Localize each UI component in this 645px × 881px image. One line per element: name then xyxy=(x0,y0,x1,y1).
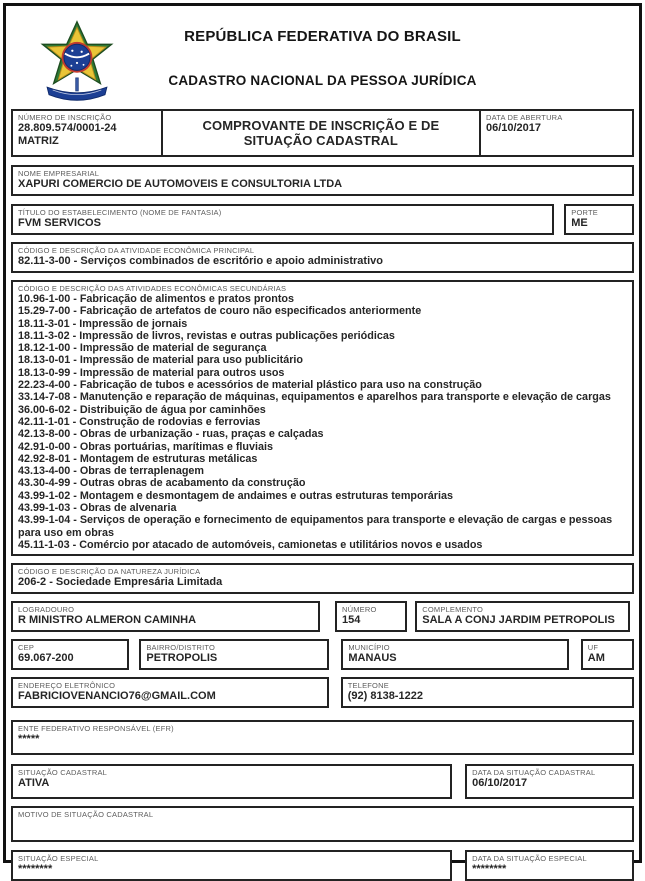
field-label: NÚMERO xyxy=(342,605,377,615)
field-label: MOTIVO DE SITUAÇÃO CADASTRAL xyxy=(18,810,154,820)
activity-item: 22.23-4-00 - Fabricação de tubos e acessórios de material plástico para uso na construção xyxy=(18,379,482,392)
field-atividade-principal xyxy=(11,242,634,273)
activity-item: 42.91-0-00 - Obras portuárias, marítimas e fluviais xyxy=(18,440,274,453)
activity-item: 42.92-8-01 - Montagem de estruturas metálicas xyxy=(18,452,258,465)
document-header xyxy=(11,10,634,107)
certificate-title-cell xyxy=(163,111,481,155)
municipio-value: MANAUS xyxy=(348,652,397,665)
field-label: COMPLEMENTO xyxy=(422,605,484,615)
porte-value: ME xyxy=(571,217,588,229)
field-label: CEP xyxy=(18,643,35,653)
data-abertura-value: 06/10/2017 xyxy=(485,122,542,134)
field-label: NOME EMPRESARIAL xyxy=(18,169,100,178)
registry-title: CADASTRO NACIONAL DA PESSOA JURÍDICA xyxy=(168,73,477,88)
field-natureza-juridica xyxy=(11,563,634,594)
field-label: DATA DE ABERTURA xyxy=(485,113,563,122)
field-nome-fantasia xyxy=(11,204,554,235)
field-municipio xyxy=(341,639,568,670)
field-complemento xyxy=(415,601,630,632)
field-label: SITUAÇÃO CADASTRAL xyxy=(18,768,108,778)
endereco-eletronico-value: FABRICIOVENANCIO76@GMAIL.COM xyxy=(18,690,216,703)
field-label: DATA DA SITUAÇÃO CADASTRAL xyxy=(472,768,596,778)
field-label: CÓDIGO E DESCRIÇÃO DA ATIVIDADE ECONÔMICA PRINCIPAL xyxy=(18,246,255,255)
activity-item: 42.13-8-00 - Obras de urbanização - ruas, praças e calçadas xyxy=(18,428,324,441)
atividades-secundarias-list xyxy=(18,293,627,551)
field-uf xyxy=(581,639,634,670)
activity-item: 18.11-3-01 - Impressão de jornais xyxy=(18,317,188,330)
activity-item: 43.99-1-03 - Obras de alvenaria xyxy=(18,502,177,515)
field-label: UF xyxy=(587,643,599,653)
field-label: PORTE xyxy=(571,208,598,217)
field-label: SITUAÇÃO ESPECIAL xyxy=(18,854,99,864)
data-situacao-cadastral-value: 06/10/2017 xyxy=(472,777,528,790)
situacao-cadastral-value: ATIVA xyxy=(18,777,50,790)
activity-item: 42.11-1-01 - Construção de rodovias e ferrovias xyxy=(18,415,261,428)
field-label: ENDEREÇO ELETRÔNICO xyxy=(18,681,116,691)
field-label: LOGRADOURO xyxy=(18,605,75,615)
field-label: MUNICÍPIO xyxy=(348,643,390,653)
activity-item: 33.14-7-08 - Manutenção e reparação de máquinas, equipamentos e aparelhos para transporte e elevação de cargas xyxy=(18,391,611,404)
cep-value: 69.067-200 xyxy=(18,652,74,665)
field-numero-inscricao xyxy=(13,111,163,155)
activity-item: 18.13-0-99 - Impressão de material para outros usos xyxy=(18,366,285,379)
atividade-principal-value: 82.11-3-00 - Serviços combinados de escritório e apoio administrativo xyxy=(18,255,383,267)
field-bairro-distrito xyxy=(139,639,329,670)
situacao-especial-value: ******** xyxy=(18,863,53,876)
field-logradouro xyxy=(11,601,320,632)
activity-item: 43.99-1-04 - Serviços de operação e fornecimento de equipamentos para transporte e elevação de cargas e pessoas para uso em obras xyxy=(18,514,613,539)
field-data-abertura xyxy=(481,111,632,155)
uf-value: AM xyxy=(587,652,605,665)
activity-item: 18.13-0-01 - Impressão de material para uso publicitário xyxy=(18,354,304,367)
field-nome-empresarial xyxy=(11,165,634,196)
field-cep xyxy=(11,639,129,670)
activity-item: 43.13-4-00 - Obras de terraplenagem xyxy=(18,465,205,478)
numero-value: 154 xyxy=(342,614,361,627)
field-situacao-cadastral xyxy=(11,764,452,799)
republic-title: REPÚBLICA FEDERATIVA DO BRASIL xyxy=(184,28,461,45)
field-numero xyxy=(335,601,407,632)
natureza-juridica-value: 206-2 - Sociedade Empresária Limitada xyxy=(18,576,223,589)
bairro-distrito-value: PETROPOLIS xyxy=(146,652,218,665)
activity-item: 43.99-1-02 - Montagem e desmontagem de andaimes e outras estruturas temporárias xyxy=(18,489,454,502)
field-label: ENTE FEDERATIVO RESPONSÁVEL (EFR) xyxy=(18,724,174,734)
activity-item: 15.29-7-00 - Fabricação de artefatos de couro não especificados anteriormente xyxy=(18,305,422,318)
field-telefone xyxy=(341,677,634,708)
logradouro-value: R MINISTRO ALMERON CAMINHA xyxy=(18,614,197,627)
top-row xyxy=(11,109,634,157)
certificate-title: COMPROVANTE DE INSCRIÇÃO E DE SITUAÇÃO CADASTRAL xyxy=(202,118,440,148)
field-efr xyxy=(11,720,634,755)
activity-item: 10.96-1-00 - Fabricação de alimentos e pratos prontos xyxy=(18,293,295,305)
field-label: TÍTULO DO ESTABELECIMENTO (NOME DE FANTASIA) xyxy=(18,208,222,217)
field-label: DATA DA SITUAÇÃO ESPECIAL xyxy=(472,854,587,864)
field-atividades-secundarias xyxy=(11,280,634,556)
telefone-value: (92) 8138-1222 xyxy=(347,690,423,703)
cnpj-certificate-page xyxy=(3,3,642,876)
data-situacao-especial-value: ******** xyxy=(472,863,507,876)
field-endereco-eletronico xyxy=(11,677,329,708)
complemento-value: SALA A CONJ JARDIM PETROPOLIS xyxy=(422,614,615,627)
field-porte xyxy=(564,204,634,235)
header-titles xyxy=(11,10,634,107)
field-motivo-situacao-cadastral xyxy=(11,806,634,842)
branch-type-value: MATRIZ xyxy=(18,135,59,147)
efr-value: ***** xyxy=(18,733,40,746)
field-label: CÓDIGO E DESCRIÇÃO DAS ATIVIDADES ECONÔMICAS SECUNDÁRIAS xyxy=(18,284,287,293)
nome-fantasia-value: FVM SERVICOS xyxy=(18,217,101,229)
field-label: TELEFONE xyxy=(347,681,389,691)
activity-item: 18.12-1-00 - Impressão de material de segurança xyxy=(18,342,267,355)
numero-inscricao-value: 28.809.574/0001-24 xyxy=(18,122,117,134)
field-label: CÓDIGO E DESCRIÇÃO DA NATUREZA JURÍDICA xyxy=(18,567,201,577)
nome-empresarial-value: XAPURI COMERCIO DE AUTOMOVEIS E CONSULTORIA LTDA xyxy=(18,178,343,190)
activity-item: 45.11-1-03 - Comércio por atacado de automóveis, camionetas e utilitários novos e usados xyxy=(18,538,483,551)
activity-item: 36.00-6-02 - Distribuição de água por caminhões xyxy=(18,403,266,416)
field-label: BAIRRO/DISTRITO xyxy=(146,643,216,653)
activity-item: 18.11-3-02 - Impressão de livros, revistas e outras publicações periódicas xyxy=(18,329,395,342)
field-data-situacao-cadastral xyxy=(465,764,634,799)
field-label: NÚMERO DE INSCRIÇÃO xyxy=(18,113,112,122)
activity-item: 43.30-4-99 - Outras obras de acabamento da construção xyxy=(18,477,306,490)
